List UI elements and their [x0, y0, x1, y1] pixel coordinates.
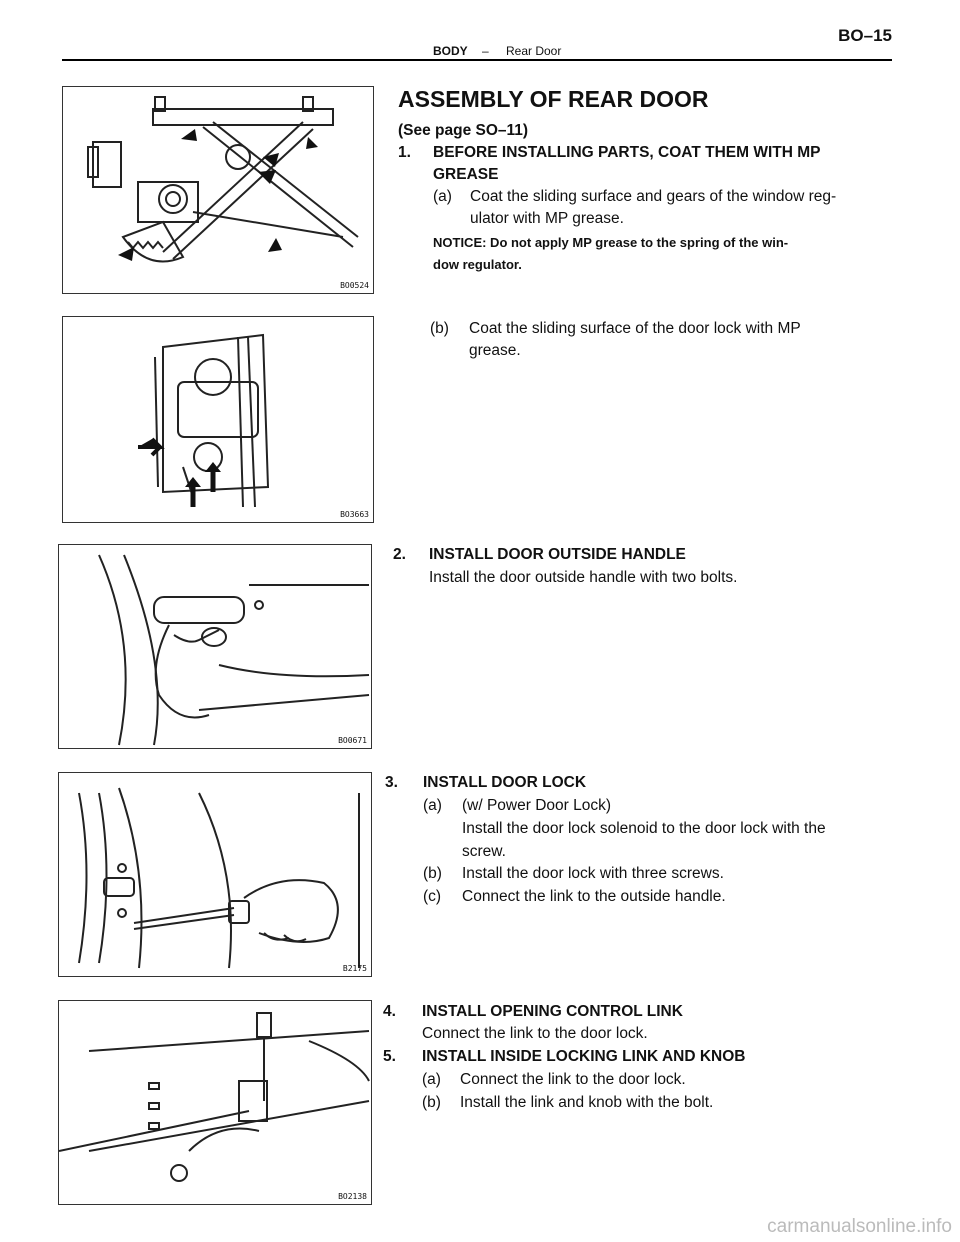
step-text: Connect the link to the door lock.: [422, 1025, 648, 1042]
substep-label: (a): [423, 797, 442, 814]
page-number: BO–15: [838, 26, 892, 45]
step-heading: BEFORE INSTALLING PARTS, COAT THEM WITH MP: [433, 144, 821, 161]
figure-control-link: [58, 1000, 372, 1205]
step-number: 5.: [383, 1048, 396, 1065]
header-section: BODY: [433, 44, 468, 58]
notice-text: NOTICE: Do not apply MP grease to the spring of the win-: [433, 235, 789, 250]
page-title: ASSEMBLY OF REAR DOOR: [398, 86, 709, 112]
step-text: Install the door outside handle with two bolts.: [429, 569, 738, 586]
substep-label: (b): [430, 320, 449, 337]
substep-label: (a): [422, 1071, 441, 1088]
substep-text: Install the door lock with three screws.: [462, 865, 724, 882]
substep-label: (b): [422, 1094, 441, 1111]
substep-text: Install the link and knob with the bolt.: [460, 1094, 714, 1111]
substep-text: Coat the sliding surface and gears of the window reg-: [470, 188, 837, 205]
step-heading-cont: GREASE: [433, 166, 499, 183]
door-lock-illustration: [63, 317, 373, 522]
substep-text: Connect the link to the outside handle.: [462, 888, 726, 905]
substep-label: (c): [423, 888, 442, 905]
watermark: carmanualsonline.info: [767, 1216, 952, 1237]
header-topic: Rear Door: [506, 44, 562, 58]
substep-text: Coat the sliding surface of the door lock with MP: [469, 320, 801, 337]
substep-label: (a): [433, 188, 452, 205]
header-rule: [62, 59, 892, 61]
door-lock-install-illustration: [59, 773, 371, 976]
substep-text: Connect the link to the door lock.: [460, 1071, 686, 1088]
outside-handle-illustration: [59, 545, 371, 748]
step-number: 4.: [383, 1003, 396, 1020]
figure-code: BO2138: [338, 1192, 367, 1201]
figure-door-lock-install: [58, 772, 372, 977]
substep-text-cont: grease.: [469, 342, 521, 359]
notice-text-cont: dow regulator.: [433, 257, 522, 272]
substep-text-cont: screw.: [462, 843, 506, 860]
window-regulator-illustration: [63, 87, 373, 293]
page-subtitle: (See page SO–11): [398, 122, 529, 139]
substep-text: (w/ Power Door Lock): [462, 797, 612, 814]
step-heading: INSTALL INSIDE LOCKING LINK AND KNOB: [422, 1048, 746, 1065]
step-heading: INSTALL OPENING CONTROL LINK: [422, 1003, 683, 1020]
page-header: [62, 20, 892, 60]
substep-text-cont: Install the door lock solenoid to the door lock with the: [462, 820, 826, 837]
substep-text-cont: ulator with MP grease.: [470, 210, 624, 227]
step-number: 1.: [398, 144, 411, 161]
step-number: 2.: [393, 546, 406, 563]
substep-label: (b): [423, 865, 442, 882]
figure-code: BO0524: [340, 281, 369, 290]
header-separator: –: [482, 44, 489, 58]
figure-door-lock: [62, 316, 374, 523]
figure-code: BO3663: [340, 510, 369, 519]
figure-code: B2175: [342, 964, 367, 973]
step-number: 3.: [385, 774, 398, 791]
step-heading: INSTALL DOOR OUTSIDE HANDLE: [429, 546, 686, 563]
step-heading: INSTALL DOOR LOCK: [423, 774, 587, 791]
figure-outside-handle: [58, 544, 372, 749]
figure-window-regulator: [62, 86, 374, 294]
figure-code: BO0671: [338, 736, 367, 745]
control-link-illustration: [59, 1001, 371, 1204]
